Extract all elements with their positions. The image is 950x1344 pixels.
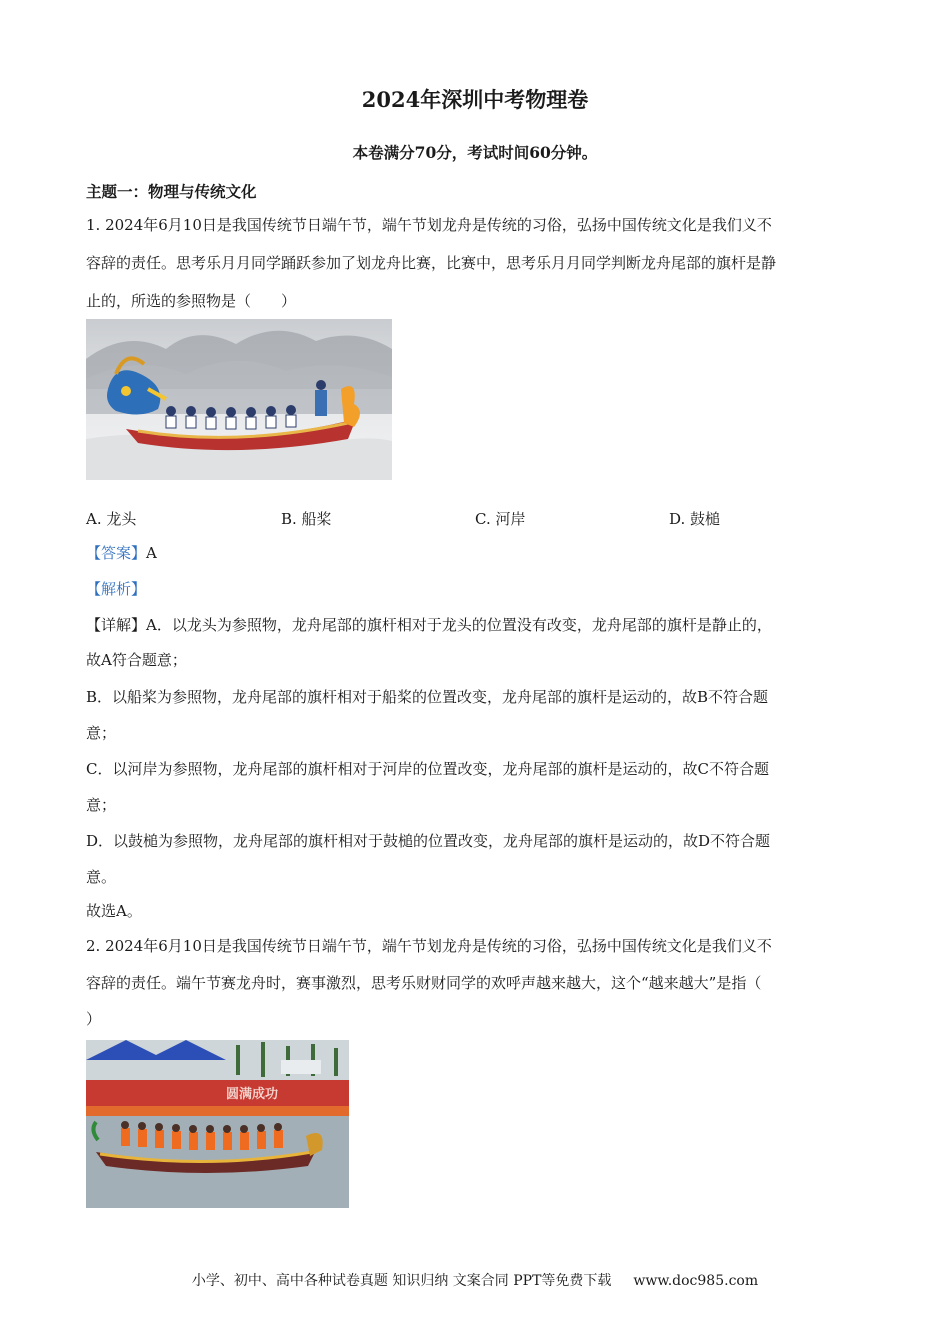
- q1-detail-line-2: 故A符合题意；: [86, 651, 187, 669]
- q1-stem-line-3: 止的，所选的参照物是（ ）: [86, 292, 297, 310]
- q1-detail-line-4: 意；: [86, 724, 117, 742]
- q1-detail-line-1: [86, 614, 772, 635]
- topic-heading: 主题一：物理与传统文化: [86, 182, 257, 201]
- footer-url[interactable]: www.doc985.com: [633, 1273, 759, 1289]
- page-title: 2024年深圳中考物理卷: [361, 87, 589, 112]
- page-footer: [0, 1270, 950, 1290]
- answer-label: 【答案】: [86, 544, 147, 562]
- answer-value: A: [146, 544, 157, 562]
- q2-stem-line-2: 容辞的责任。端午节赛龙舟时，赛事激烈，思考乐财财同学的欢呼声越来越大，这个“越来越大”是指（: [86, 974, 762, 992]
- q1-option-d: D. 鼓槌: [669, 510, 721, 528]
- detail-text: A．以龙头为参照物，龙舟尾部的旗杆相对于龙头的位置没有改变，龙舟尾部的旗杆是静止的，: [146, 616, 772, 634]
- analysis-label: 【解析】: [86, 580, 147, 598]
- dragon-boat-race-photo: [86, 1040, 349, 1208]
- q1-stem-line-1: 1. 2024年6月10日是我国传统节日端午节，端午节划龙舟是传统的习俗，弘扬中国传统文化是我们义不: [86, 216, 772, 234]
- q2-stem-line-1: 2. 2024年6月10日是我国传统节日端午节，端午节划龙舟是传统的习俗，弘扬中国传统文化是我们义不: [86, 937, 772, 955]
- q1-stem-line-2: 容辞的责任。思考乐月月同学踊跃参加了划龙舟比赛，比赛中，思考乐月月同学判断龙舟尾部的旗杆是静: [86, 254, 777, 272]
- q1-detail-line-5: C．以河岸为参照物，龙舟尾部的旗杆相对于河岸的位置改变，龙舟尾部的旗杆是运动的，故C不符合题: [86, 760, 769, 778]
- dragon-boat-illustration: [86, 319, 392, 480]
- q1-option-c: C. 河岸: [475, 510, 526, 528]
- exam-info: 本卷满分70分，考试时间60分钟。: [352, 143, 598, 162]
- q1-detail-line-7: D．以鼓槌为参照物，龙舟尾部的旗杆相对于鼓槌的位置改变，龙舟尾部的旗杆是运动的，故D不符合题: [86, 832, 771, 850]
- q1-detail-line-3: B．以船桨为参照物，龙舟尾部的旗杆相对于船桨的位置改变，龙舟尾部的旗杆是运动的，故B不符合题: [86, 688, 769, 706]
- detail-label: 【详解】: [86, 616, 147, 634]
- q2-stem-line-3: ）: [86, 1010, 102, 1028]
- q1-conclusion: 故选A。: [86, 902, 142, 920]
- banner-text: 圆满成功: [226, 1087, 279, 1102]
- footer-text: 小学、初中、高中各种试卷真题 知识归纳 文案合同 PPT等免费下载: [191, 1273, 612, 1289]
- q1-answer: [86, 542, 157, 563]
- q1-detail-line-8: 意。: [86, 868, 117, 886]
- q1-detail-line-6: 意；: [86, 796, 117, 814]
- q1-option-b: B. 船桨: [281, 510, 332, 528]
- q1-option-a: A. 龙头: [86, 510, 137, 528]
